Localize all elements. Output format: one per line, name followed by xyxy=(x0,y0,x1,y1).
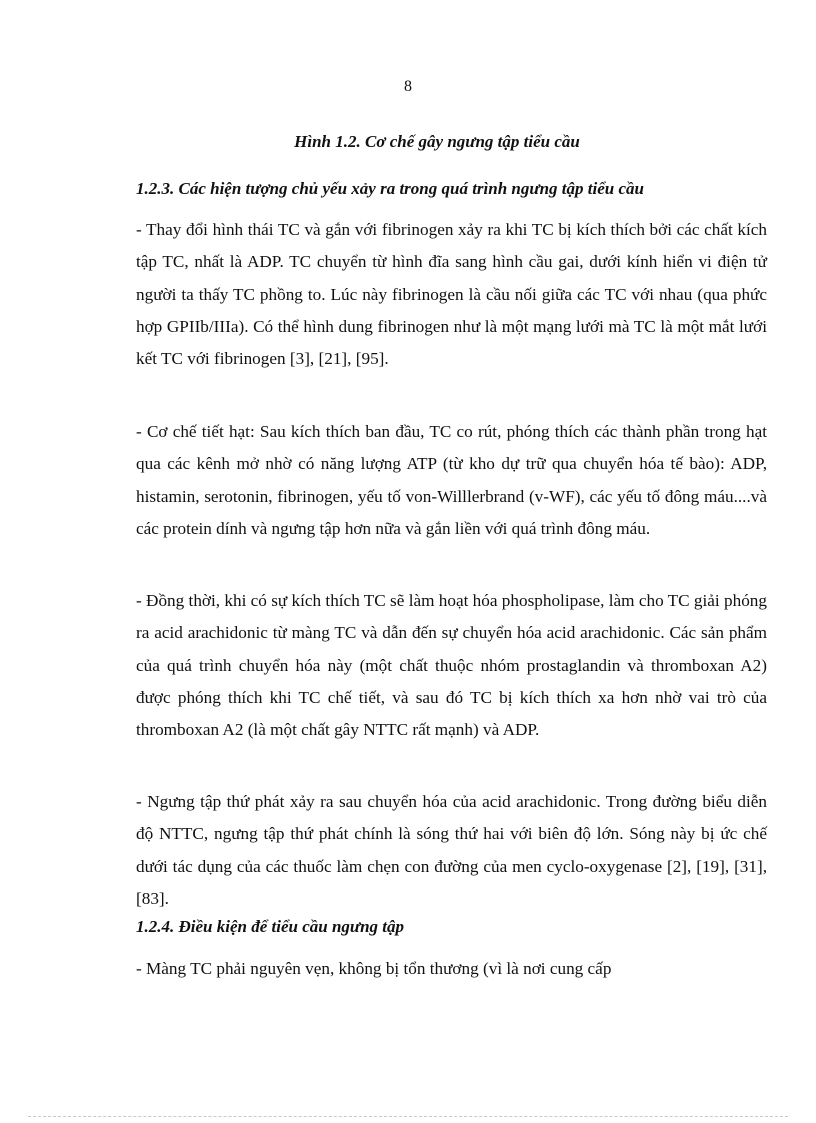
paragraph-membrane-condition: - Màng TC phải nguyên vẹn, không bị tổn thương (vì là nơi cung cấp xyxy=(136,959,612,978)
paragraph-arachidonic-acid: - Đồng thời, khi có sự kích thích TC sẽ làm hoạt hóa phospholipase, làm cho TC giải phóng ra acid arachidonic từ màng TC và dẫn đến sự chuyển hóa acid arachidonic. Các sản phẩm của quá trình chuyển hóa này (một chất thuộc nhóm prostaglandin và thromboxan A2) được phóng thích khi TC chế tiết, và sau đó TC bị kích thích xa hơn nhờ vai trò của thromboxan A2 (là một chất gây NTTC rất mạnh) và ADP. xyxy=(136,591,767,740)
section-heading-1-2-4: 1.2.4. Điều kiện để tiểu cầu ngưng tập xyxy=(136,917,405,936)
page-bottom-divider xyxy=(28,1116,788,1117)
paragraph-morphology-change: - Thay đổi hình thái TC và gắn với fibrinogen xảy ra khi TC bị kích thích bởi các chất kích tập TC, nhất là ADP. TC chuyển từ hình đĩa sang hình cầu gai, dưới kính hiển vi điện tử người ta thấy TC phồng to. Lúc này fibrinogen là cầu nối giữa các TC với nhau (qua phức hợp GPIIb/IIIa). Có thể hình dung fibrinogen như là một mạng lưới mà TC là một mắt lưới kết TC với fibrinogen [3], [21], [95]. xyxy=(136,220,767,369)
page-number: 8 xyxy=(404,78,412,95)
paragraph-secondary-aggregation: - Ngưng tập thứ phát xảy ra sau chuyển hóa của acid arachidonic. Trong đường biểu diễn độ NTTC, ngưng tập thứ phát chính là sóng thứ hai với biên độ lớn. Sóng này bị ức chế dưới tác dụng của các thuốc làm chẹn con đường của men cyclo-oxygenase [2], [19], [31], [83]. xyxy=(136,792,767,908)
figure-caption: Hình 1.2. Cơ chế gây ngưng tập tiểu cầu xyxy=(294,132,580,151)
section-heading-1-2-3: 1.2.3. Các hiện tượng chủ yếu xảy ra trong quá trình ngưng tập tiểu cầu xyxy=(136,179,644,198)
paragraph-granule-secretion: - Cơ chế tiết hạt: Sau kích thích ban đầu, TC co rút, phóng thích các thành phần trong hạt qua các kênh mở nhờ có năng lượng ATP (từ kho dự trữ qua chuyển hóa tế bào): ADP, histamin, serotonin, fibrinogen, yếu tố von-Willlerbrand (v-WF), các yếu tố đông máu....và các protein dính và ngưng tập hơn nữa và gắn liền với quá trình đông máu. xyxy=(136,422,767,538)
